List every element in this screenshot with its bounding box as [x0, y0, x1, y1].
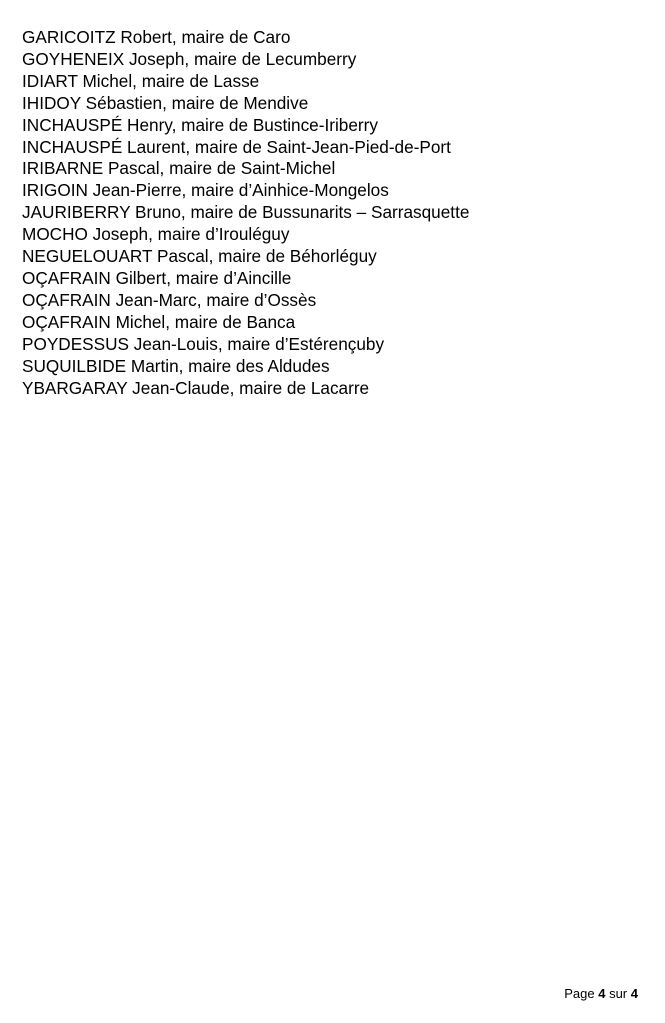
list-item: OÇAFRAIN Michel, maire de Banca [22, 311, 296, 332]
list-item: OÇAFRAIN Gilbert, maire d’Aincille [22, 267, 292, 288]
list-item: JAURIBERRY Bruno, maire de Bussunarits – Sarrasquette [22, 202, 470, 223]
list-item: GARICOITZ Robert, maire de Caro [22, 27, 291, 47]
list-item: NEGUELOUART Pascal, maire de Béhorléguy [22, 246, 377, 267]
of-word: sur [609, 986, 628, 1001]
list-item: IRIBARNE Pascal, maire de Saint-Michel [22, 158, 336, 179]
list-item: IDIART Michel, maire de Lasse [22, 70, 260, 91]
mayor-list [22, 27, 469, 399]
list-item: YBARGARAY Jean-Claude, maire de Lacarre [22, 377, 370, 398]
list-item: INCHAUSPÉ Laurent, maire de Saint-Jean-Pied-de-Port [22, 136, 451, 157]
list-item: IHIDOY Sébastien, maire de Mendive [22, 92, 309, 113]
page-footer [564, 986, 638, 1002]
list-item: IRIGOIN Jean-Pierre, maire d’Ainhice-Mongelos [22, 180, 389, 201]
list-item: INCHAUSPÉ Henry, maire de Bustince-Iriberry [22, 114, 378, 135]
list-item: GOYHENEIX Joseph, maire de Lecumberry [22, 48, 357, 69]
list-item: SUQUILBIDE Martin, maire des Aldudes [22, 355, 330, 376]
list-item: POYDESSUS Jean-Louis, maire d’Estérençuby [22, 333, 385, 354]
list-item: OÇAFRAIN Jean-Marc, maire d’Ossès [22, 289, 317, 310]
page-number: 4 [598, 986, 606, 1001]
list-item: MOCHO Joseph, maire d’Irouléguy [22, 224, 290, 245]
page-total: 4 [630, 986, 638, 1001]
page-word: Page [564, 986, 595, 1001]
